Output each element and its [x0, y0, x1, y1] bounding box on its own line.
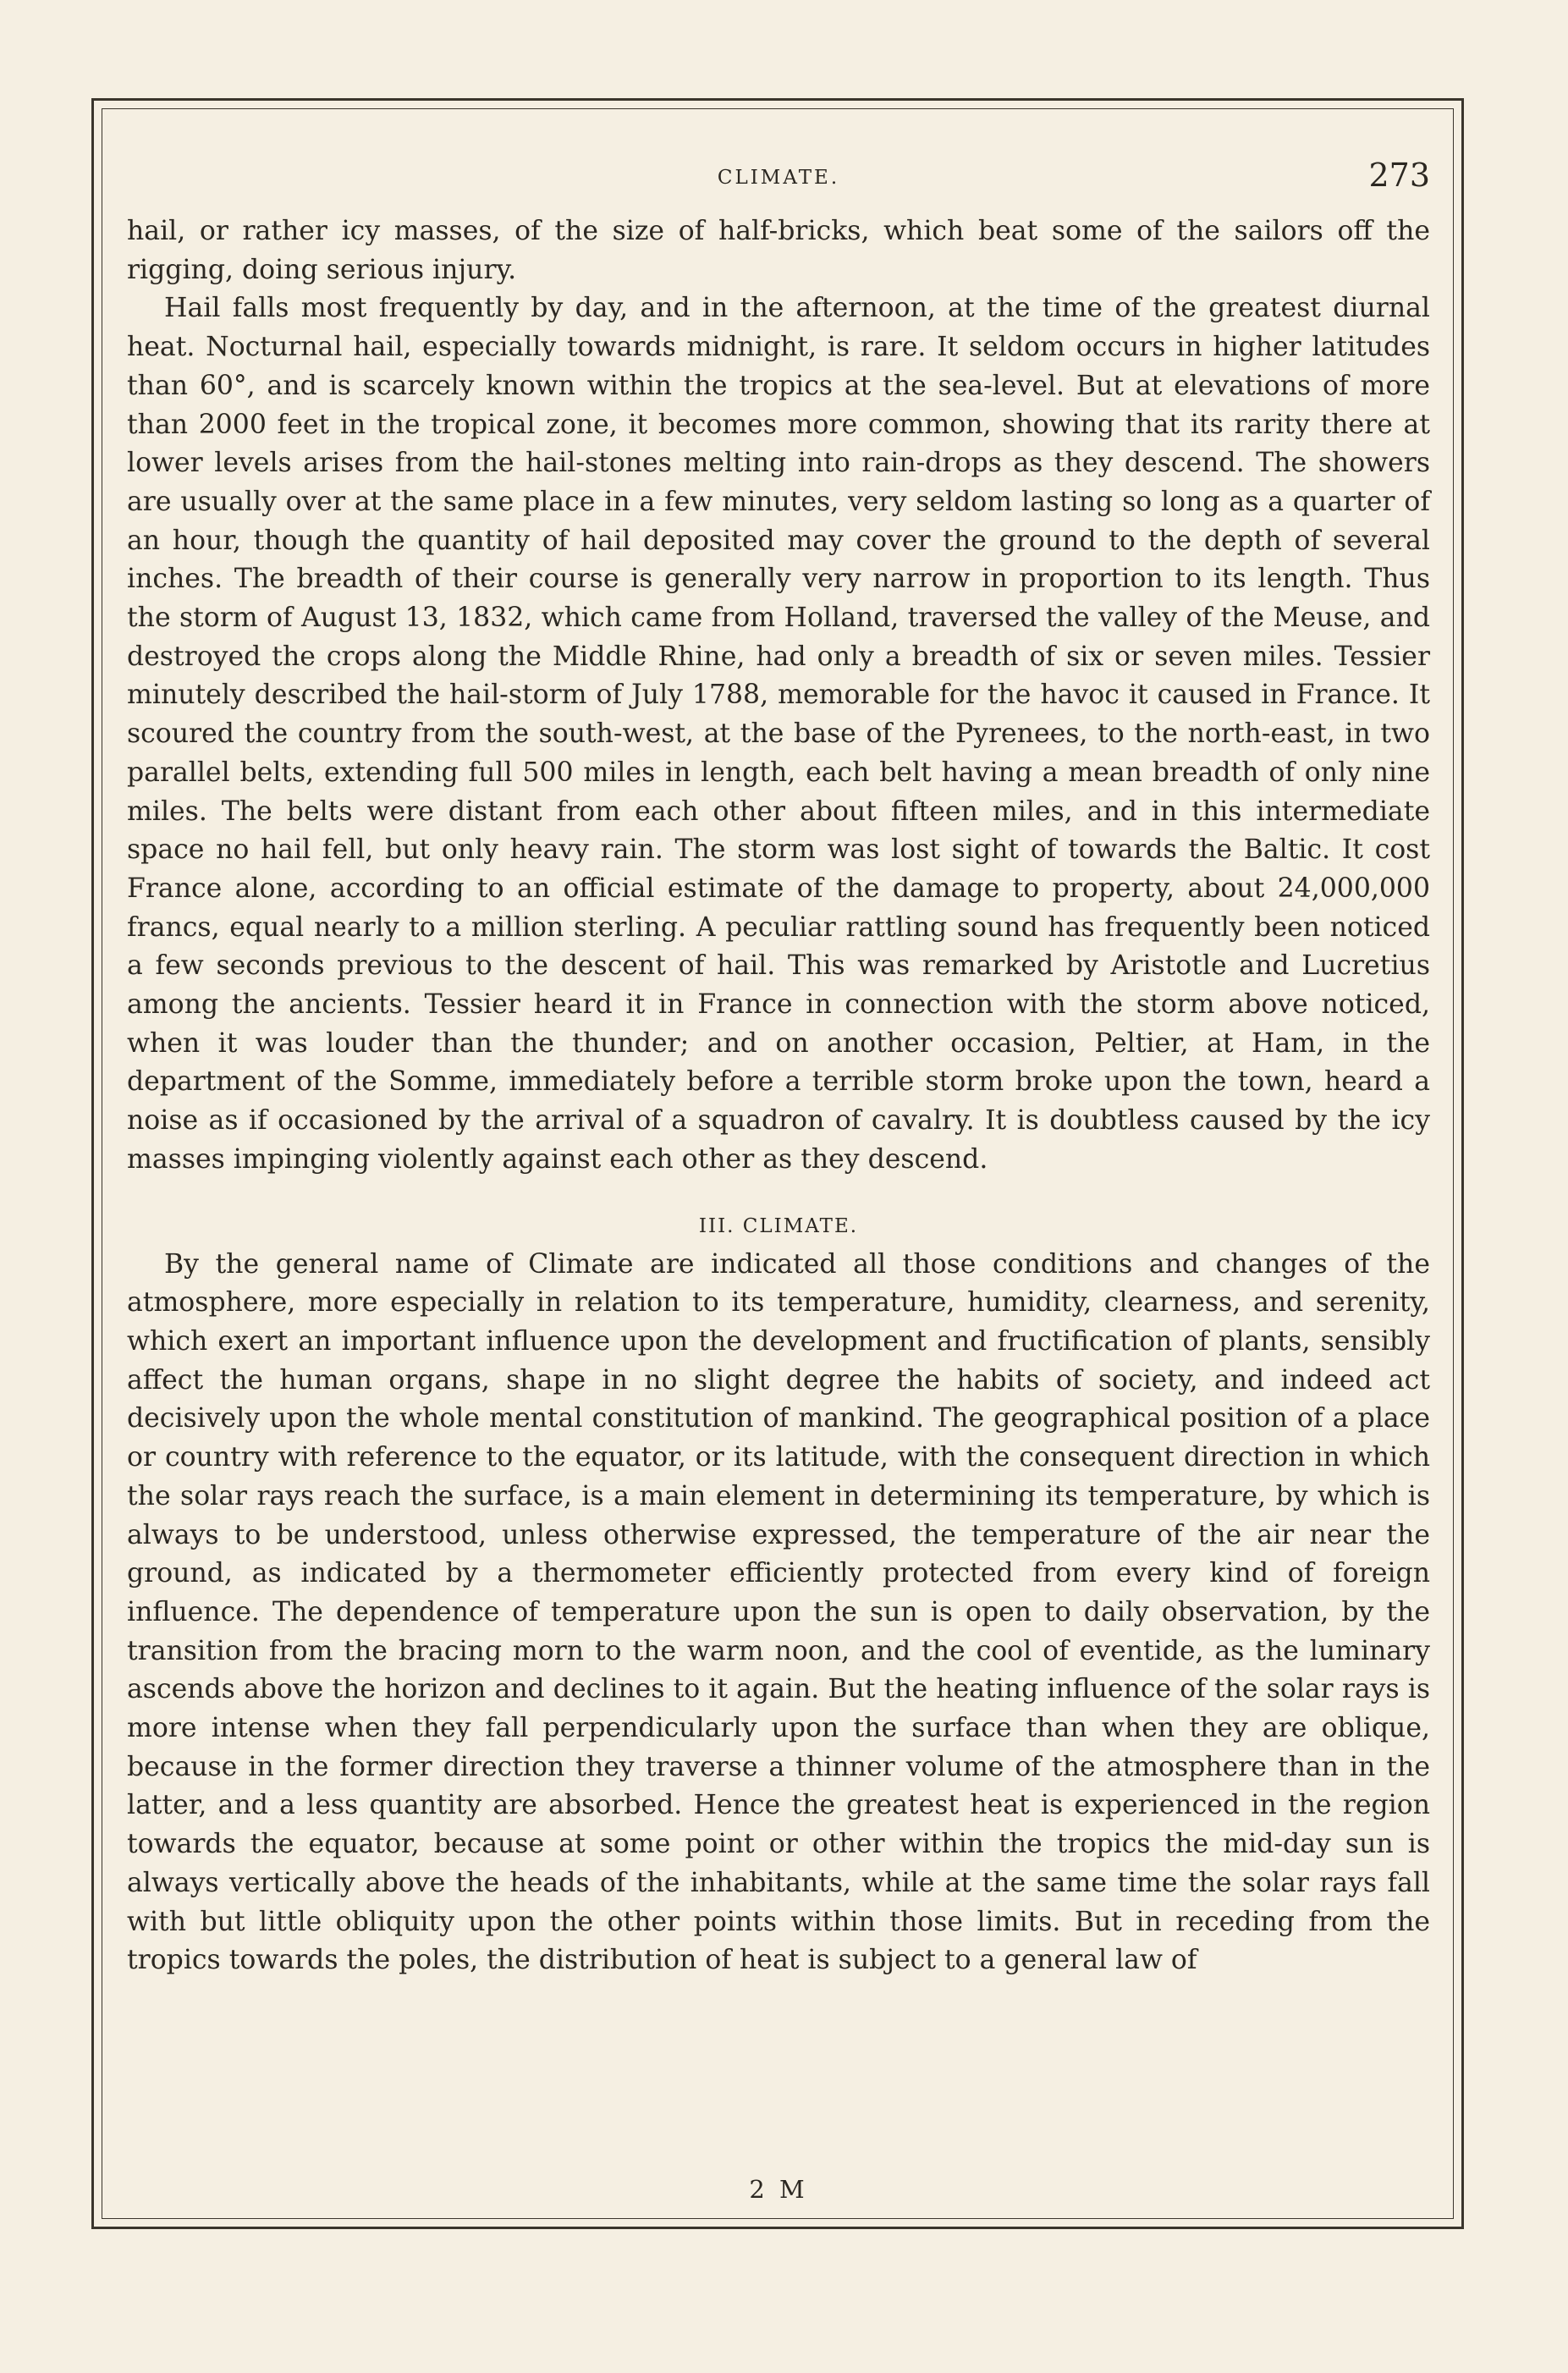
body-text — [127, 212, 1430, 1980]
page-number: 273 — [1368, 157, 1430, 194]
paragraph-hail: Hail falls most frequently by day, and in the afternoon, at the time of the greatest diurnal heat. Nocturnal hail, especially towards midnight, is rare. It seldom occurs in higher latitudes than 60°, and is scarcely known within the tropics at the sea-level. But at elevations of more than 2000 feet in the tropical zone, it becomes more common, showing that its rarity there at lower levels arises from the hail-stones melting into rain-drops as they descend. The showers are usually over at the same place in a few minutes, very seldom lasting so long as a quarter of an hour, though the quantity of hail deposited may cover the ground to the depth of several inches. The breadth of their course is generally very narrow in proportion to its length. Thus the storm of August 13, 1832, which came from Holland, traversed the valley of the Meuse, and destroyed the crops along the Middle Rhine, had only a breadth of six or seven miles. Tessier minutely described the hail-storm of July 1788, memorable for the havoc it caused in France. It scoured the country from the south-west, at the base of the Pyrenees, to the north-east, in two parallel belts, extending full 500 miles in length, each belt having a mean breadth of only nine miles. The belts were distant from each other about fifteen miles, and in this intermediate space no hail fell, but only heavy rain. The storm was lost sight of towards the Baltic. It cost France alone, according to an official estimate of the damage to property, about 24,000,000 francs, equal nearly to a million sterling. A peculiar rattling sound has frequently been noticed a few seconds previous to the descent of hail. This was remarked by Aristotle and Lucretius among the ancients. Tessier heard it in France in connection with the storm above noticed, when it was louder than the thunder; and on another occasion, Peltier, at Ham, in the department of the Somme, immediately before a terrible storm broke upon the town, heard a noise as if occasioned by the arrival of a squadron of cavalry. It is doubtless caused by the icy masses impinging violently against each other as they descend. — [127, 293, 1430, 1175]
paragraph-climate: By the general name of Climate are indicated all those conditions and changes of the atmosphere, more especially in relation to its temperature, humidity, clearness, and serenity, which exert an important influence upon the development and fructification of plants, sensibly affect the human organs, shape in no slight degree the habits of society, and indeed act decisively upon the whole mental constitution of mankind. The geographical position of a place or country with reference to the equator, or its latitude, with the consequent direction in which the solar rays reach the surface, is a main element in determining its temperature, by which is always to be understood, unless otherwise expressed, the temperature of the air near the ground, as indicated by a thermometer efficiently protected from every kind of foreign influence. The dependence of temperature upon the sun is open to daily observation, by the transition from the bracing morn to the warm noon, and the cool of eventide, as the luminary ascends above the horizon and declines to it again. But the heating influence of the solar rays is more intense when they fall perpendicularly upon the surface than when they are oblique, because in the former direction they traverse a thinner volume of the atmosphere than in the latter, and a less quantity are absorbed. Hence the greatest heat is experienced in the region towards the equator, because at some point or other within the tropics the mid-day sun is always vertically above the heads of the inhabitants, while at the same time the solar rays fall with but little obliquity upon the other points within those limits. But in receding from the tropics towards the poles, the distribution of heat is subject to a general law of — [127, 1248, 1430, 1976]
section-heading: III. CLIMATE. — [698, 1214, 859, 1237]
signature-mark: 2 M — [749, 2175, 808, 2204]
running-head — [127, 157, 1430, 207]
paragraph-continuation: hail, or rather icy masses, of the size of half-bricks, which beat some of the sailors off the rigging, doing serious injury. — [127, 216, 1430, 285]
book-page — [127, 157, 1430, 2205]
running-title: CLIMATE. — [717, 167, 840, 189]
